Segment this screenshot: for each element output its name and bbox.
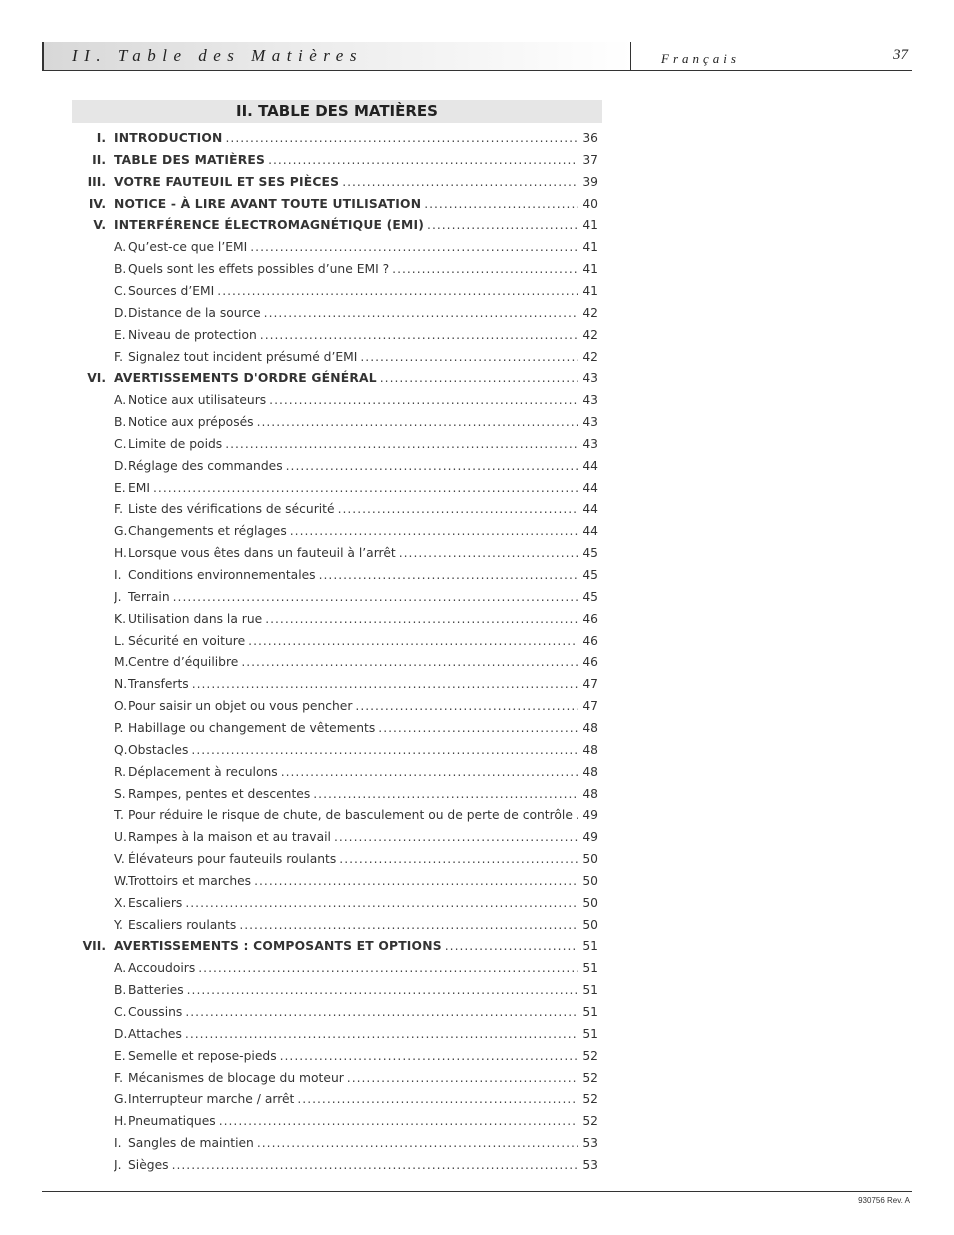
toc-entry-label: TABLE DES MATIÈRES (114, 152, 266, 167)
toc-leader-dots (290, 520, 578, 542)
toc-page-number: 47 (582, 699, 598, 714)
toc-page-number: 46 (582, 611, 598, 626)
toc-entry-label: Déplacement à reculons (128, 764, 278, 779)
toc-section-row (0, 935, 954, 957)
toc-subsection-letter: G. (114, 1092, 128, 1107)
toc-page-number: 51 (582, 961, 598, 976)
toc-subsection-row (0, 1023, 954, 1045)
toc-entry-label: Changements et réglages (128, 524, 287, 539)
toc-entry-label: Lorsque vous êtes dans un fauteuil à l’arrêt (128, 546, 396, 561)
toc-subsection-letter: E. (114, 1048, 126, 1063)
header-divider (630, 42, 631, 70)
toc-page-number: 41 (582, 283, 598, 298)
toc-page-number: 36 (582, 131, 598, 145)
toc-entry-label: Semelle et repose-pieds (128, 1048, 277, 1063)
toc-entry-label: NOTICE - À LIRE AVANT TOUTE UTILISATION (114, 196, 422, 211)
toc-leader-dots (392, 258, 578, 280)
toc-subsection-row (0, 608, 954, 630)
toc-subsection-letter: D. (114, 1026, 128, 1041)
toc-leader-dots (226, 127, 578, 149)
toc-subsection-letter: F. (114, 1070, 124, 1085)
toc-leader-dots (173, 586, 578, 608)
toc-subsection-row (0, 695, 954, 717)
toc-section-number: VI. (87, 371, 106, 386)
toc-subsection-letter: U. (114, 830, 127, 845)
toc-entry-label: INTRODUCTION (114, 131, 223, 145)
toc-leader-dots (424, 193, 578, 215)
toc-subsection-letter: L. (114, 633, 125, 648)
toc-leader-dots (257, 411, 578, 433)
toc-entry-label: Accoudoirs (128, 961, 196, 976)
toc-page-number: 44 (582, 502, 598, 517)
toc-leader-dots (342, 171, 578, 193)
toc-page-number: 51 (582, 1005, 598, 1019)
toc-page-number: 51 (582, 1026, 598, 1041)
toc-page-number: 37 (582, 152, 598, 167)
toc-section-row (0, 214, 954, 236)
toc-entry-label: AVERTISSEMENTS D'ORDRE GÉNÉRAL (114, 371, 377, 386)
toc-leader-dots (399, 542, 578, 564)
toc-leader-dots (334, 826, 578, 848)
toc-subsection-row (0, 717, 954, 739)
toc-subsection-letter: I. (114, 1136, 122, 1151)
toc-entry-label: Sécurité en voiture (128, 633, 246, 648)
toc-page-number: 44 (582, 524, 598, 539)
toc-leader-dots (264, 302, 578, 324)
toc-leader-dots (172, 1154, 578, 1176)
toc-subsection-letter: X. (114, 895, 127, 910)
toc-subsection-row (0, 673, 954, 695)
toc-leader-dots (225, 433, 578, 455)
toc-page-number: 53 (582, 1136, 598, 1151)
toc-leader-dots (378, 717, 578, 739)
toc-section-row (0, 149, 954, 171)
toc-page-number: 45 (582, 589, 598, 604)
toc-subsection-letter: J. (114, 1157, 122, 1172)
toc-entry-label: VOTRE FAUTEUIL ET SES PIÈCES (114, 174, 340, 189)
toc-leader-dots (185, 1023, 578, 1045)
toc-entry-label: Trottoirs et marches (128, 873, 252, 888)
toc-subsection-letter: B. (114, 262, 127, 277)
toc-entry-label: Distance de la source (128, 305, 261, 320)
toc-subsection-letter: A. (114, 393, 127, 408)
toc-leader-dots (355, 695, 578, 717)
toc-leader-dots (347, 1067, 578, 1089)
toc-entry-label: Réglage des commandes (128, 458, 283, 473)
toc-section-number: I. (96, 131, 106, 145)
toc-subsection-letter: P. (114, 720, 124, 735)
toc-subsection-row (0, 520, 954, 542)
toc-page-number: 41 (582, 218, 598, 233)
toc-subsection-letter: D. (114, 305, 128, 320)
toc-subsection-row (0, 804, 954, 826)
toc-subsection-row (0, 892, 954, 914)
toc-subsection-letter: H. (114, 546, 127, 561)
toc-section-row (0, 193, 954, 215)
toc-section-row (0, 127, 954, 149)
toc-page-number: 46 (582, 655, 598, 670)
toc-leader-dots (185, 1001, 578, 1023)
toc-subsection-letter: O. (114, 699, 128, 714)
toc-leader-dots (319, 564, 578, 586)
toc-entry-label: Mécanismes de blocage du moteur (128, 1070, 344, 1085)
toc-subsection-row (0, 1088, 954, 1110)
toc-page-number: 52 (582, 1092, 598, 1107)
toc-subsection-row (0, 979, 954, 1001)
toc-entry-label: Transferts (128, 677, 189, 692)
toc-entry-label: Habillage ou changement de vêtements (128, 720, 376, 735)
toc-leader-dots (187, 979, 578, 1001)
toc-subsection-row (0, 542, 954, 564)
toc-subsection-row (0, 1067, 954, 1089)
header-title: II. Table des Matières (72, 46, 363, 65)
toc-entry-label: Rampes à la maison et au travail (128, 830, 331, 845)
toc-subsection-row (0, 586, 954, 608)
toc-leader-dots (191, 739, 578, 761)
toc-entry-label: INTERFÉRENCE ÉLECTROMAGNÉTIQUE (EMI) (114, 218, 425, 233)
toc-leader-dots (254, 870, 578, 892)
toc-leader-dots (153, 477, 578, 499)
toc-subsection-row (0, 761, 954, 783)
header-language: Français (661, 51, 740, 66)
toc-subsection-letter: F. (114, 502, 124, 517)
toc-subsection-row (0, 1045, 954, 1067)
toc-page-number: 39 (582, 174, 598, 189)
toc-subsection-row (0, 236, 954, 258)
toc-entry-label: Batteries (128, 983, 184, 998)
toc-subsection-row (0, 870, 954, 892)
toc-page-number: 52 (582, 1114, 598, 1129)
toc-subsection-letter: E. (114, 327, 126, 342)
toc-entry-label: Interrupteur marche / arrêt (128, 1092, 295, 1107)
toc-page-number: 42 (582, 327, 598, 342)
toc-page-number: 49 (582, 830, 598, 845)
toc-leader-dots (313, 783, 578, 805)
toc-entry-label: Pour saisir un objet ou vous pencher (128, 699, 353, 714)
toc-subsection-row (0, 433, 954, 455)
toc-page-number: 50 (582, 873, 598, 888)
toc-section-number: II. (92, 152, 106, 167)
toc-section-number: V. (93, 218, 106, 233)
toc-page-number: 43 (582, 393, 598, 408)
toc-subsection-letter: A. (114, 240, 127, 255)
footer-rule (42, 1191, 912, 1192)
toc-section-number: IV. (88, 196, 106, 211)
toc-subsection-row (0, 498, 954, 520)
toc-subsection-letter: W. (114, 873, 129, 888)
toc-page-number: 43 (582, 371, 598, 386)
toc-subsection-row (0, 280, 954, 302)
toc-leader-dots (380, 367, 578, 389)
document-code: 930756 Rev. A (858, 1196, 910, 1205)
toc-subsection-row (0, 564, 954, 586)
toc-subsection-row (0, 783, 954, 805)
toc-subsection-letter: R. (114, 764, 127, 779)
toc-subsection-letter: Y. (114, 917, 123, 932)
toc-page-number: 48 (582, 742, 598, 757)
toc-subsection-row (0, 411, 954, 433)
toc-subsection-row (0, 455, 954, 477)
toc-subsection-row (0, 258, 954, 280)
toc-page-number: 48 (582, 786, 598, 801)
toc-leader-dots (265, 608, 578, 630)
toc-leader-dots (260, 324, 578, 346)
toc-page-number: 45 (582, 568, 598, 582)
toc-subsection-row (0, 957, 954, 979)
toc-entry-label: Obstacles (128, 742, 189, 757)
toc-leader-dots (280, 1045, 578, 1067)
toc-section-number: III. (87, 174, 106, 189)
toc-entry-label: Pneumatiques (128, 1114, 216, 1129)
toc-page-number: 51 (582, 983, 598, 998)
toc-subsection-letter: C. (114, 283, 127, 298)
toc-entry-label: Sangles de maintien (128, 1136, 254, 1151)
toc-entry-label: Conditions environnementales (128, 568, 316, 582)
toc-subsection-letter: T. (114, 808, 124, 823)
toc-entry-label: Terrain (128, 589, 170, 604)
toc-subsection-row (0, 1001, 954, 1023)
toc-entry-label: Limite de poids (128, 436, 223, 451)
toc-entry-label: Liste des vérifications de sécurité (128, 502, 335, 517)
toc-subsection-letter: B. (114, 415, 127, 430)
toc-entry-label: Escaliers (128, 895, 183, 910)
toc-entry-label: Élévateurs pour fauteuils roulants (128, 852, 337, 867)
toc-leader-dots (269, 389, 578, 411)
toc-entry-label: Centre d’équilibre (128, 655, 239, 670)
toc-entry-label: Rampes, pentes et descentes (128, 786, 311, 801)
toc-subsection-letter: A. (114, 961, 127, 976)
toc-entry-label: Niveau de protection (128, 327, 257, 342)
toc-subsection-letter: J. (114, 589, 122, 604)
toc-page-number: 49 (582, 808, 598, 823)
toc-leader-dots (198, 957, 578, 979)
toc-page-number: 48 (582, 720, 598, 735)
toc-leader-dots (257, 1132, 578, 1154)
toc-page-number: 52 (582, 1070, 598, 1085)
toc-leader-dots (360, 346, 578, 368)
toc-entry-label: Notice aux préposés (128, 415, 254, 430)
toc-subsection-row (0, 1132, 954, 1154)
toc-entry-label: Sources d’EMI (128, 283, 215, 298)
toc-section-number: VII. (82, 939, 106, 954)
toc-subsection-letter: S. (114, 786, 126, 801)
toc-entry-label: AVERTISSEMENTS : COMPOSANTS ET OPTIONS (114, 939, 442, 954)
toc-subsection-row (0, 630, 954, 652)
toc-page-number: 52 (582, 1048, 598, 1063)
toc-page-number: 45 (582, 546, 598, 561)
toc-entry-label: Attaches (128, 1026, 182, 1041)
toc-entry-label: Coussins (128, 1005, 183, 1019)
toc-subsection-row (0, 651, 954, 673)
toc-leader-dots (250, 236, 578, 258)
toc-page-number: 42 (582, 305, 598, 320)
toc-entry-label: Notice aux utilisateurs (128, 393, 267, 408)
toc-subsection-letter: F. (114, 349, 124, 364)
toc-page-number: 50 (582, 917, 598, 932)
toc-leader-dots (427, 214, 578, 236)
toc-page-number: 53 (582, 1157, 598, 1172)
toc-leader-dots (241, 651, 578, 673)
toc-page-number: 44 (582, 480, 598, 495)
toc-page-number: 41 (582, 240, 598, 255)
toc-leader-dots (297, 1088, 578, 1110)
toc-page-number: 43 (582, 436, 598, 451)
toc-page-number: 43 (582, 415, 598, 430)
toc-entry-label: Signalez tout incident présumé d’EMI (128, 349, 358, 364)
toc-page-number: 44 (582, 458, 598, 473)
toc-subsection-letter: B. (114, 983, 127, 998)
page-number: 37 (893, 47, 908, 63)
toc-entry-label: Utilisation dans la rue (128, 611, 263, 626)
toc-subsection-letter: Q. (114, 742, 128, 757)
toc-subsection-letter: I. (114, 568, 122, 582)
toc-entry-label: EMI (128, 480, 151, 495)
toc-leader-dots (268, 149, 578, 171)
toc-subsection-row (0, 389, 954, 411)
toc-leader-dots (248, 630, 578, 652)
toc-leader-dots (219, 1110, 578, 1132)
toc-subsection-row (0, 346, 954, 368)
toc-subsection-letter: C. (114, 436, 127, 451)
toc-page-number: 46 (582, 633, 598, 648)
toc-leader-dots (217, 280, 578, 302)
toc-subsection-letter: V. (114, 852, 125, 867)
toc-subsection-letter: K. (114, 611, 126, 626)
header-rule (42, 70, 912, 71)
toc-subsection-row (0, 848, 954, 870)
toc-subsection-letter: G. (114, 524, 128, 539)
toc-section-row (0, 171, 954, 193)
toc-subsection-row (0, 477, 954, 499)
toc-page-number: 48 (582, 764, 598, 779)
toc-subsection-row (0, 1110, 954, 1132)
toc-subsection-letter: H. (114, 1114, 127, 1129)
toc-leader-dots (281, 761, 578, 783)
toc-page-number: 51 (582, 939, 598, 954)
toc-subsection-letter: C. (114, 1005, 127, 1019)
toc-entry-label: Quels sont les effets possibles d’une EMI ? (128, 262, 390, 277)
toc-page-number: 47 (582, 677, 598, 692)
toc-subsection-letter: E. (114, 480, 126, 495)
toc-subsection-letter: D. (114, 458, 128, 473)
toc-page-number: 42 (582, 349, 598, 364)
toc-subsection-row (0, 1154, 954, 1176)
toc-leader-dots (339, 848, 578, 870)
toc-page-number: 41 (582, 262, 598, 277)
toc-title: II. TABLE DES MATIÈRES (236, 102, 438, 120)
toc-entry-label: Pour réduire le risque de chute, de basculement ou de perte de contrôle (128, 808, 573, 823)
toc-leader-dots (239, 914, 578, 936)
toc-leader-dots (338, 498, 578, 520)
toc-subsection-row (0, 826, 954, 848)
toc-leader-dots (185, 892, 578, 914)
toc-leader-dots (286, 455, 578, 477)
toc-subsection-letter: N. (114, 677, 128, 692)
toc-leader-dots (192, 673, 578, 695)
toc-page-number: 40 (582, 196, 598, 211)
toc-page-number: 50 (582, 852, 598, 867)
toc-entry-label: Escaliers roulants (128, 917, 237, 932)
toc-entry-label: Sièges (128, 1157, 169, 1172)
toc-subsection-row (0, 739, 954, 761)
toc-leader-dots (445, 935, 578, 957)
toc-subsection-row (0, 302, 954, 324)
toc-entry-label: Qu’est-ce que l’EMI (128, 240, 248, 255)
toc-subsection-letter: M. (114, 655, 129, 670)
toc-page-number: 50 (582, 895, 598, 910)
toc-subsection-row (0, 914, 954, 936)
toc-section-row (0, 367, 954, 389)
toc-subsection-row (0, 324, 954, 346)
